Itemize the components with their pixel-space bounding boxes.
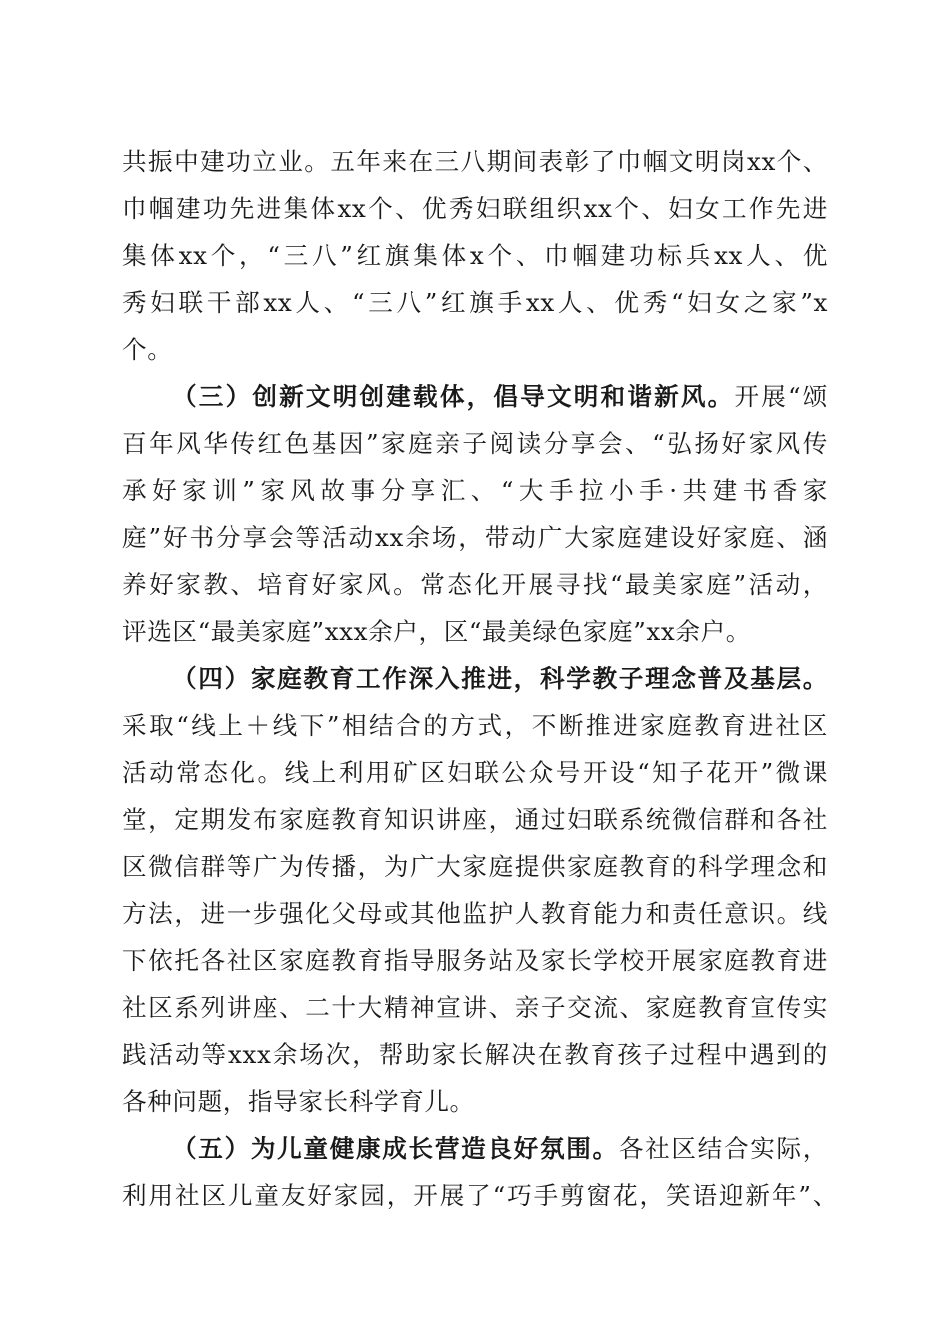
line-text: 活动常态化。线上利用矿区妇联公众号开设“知子花开”微课 [122,758,828,787]
body-text-line [122,610,828,654]
body-text-line [122,939,828,983]
line-text: 共振中建功立业。五年来在三八期间表彰了巾帼文明岗xx个、 [122,147,828,176]
line-text: 个。 [122,335,173,364]
body-text-line [122,234,828,278]
body-text-line [122,187,828,231]
body-text-line [122,516,828,560]
line-text: 巾帼建功先进集体xx个、优秀妇联组织xx个、妇女工作先进 [122,194,828,223]
line-text: 堂，定期发布家庭教育知识讲座，通过妇联系统微信群和各社 [122,805,828,834]
line-text: 各社区结合实际， [618,1134,828,1163]
body-text-line [122,140,828,184]
section-3-first-line [172,375,828,419]
section-5-first-line [172,1127,828,1171]
body-text-line [122,281,828,325]
body-text-line [122,328,828,372]
line-text: 百年风华传红色基因”家庭亲子阅读分享会、“弘扬好家风传 [122,429,828,458]
line-text: 承好家训”家风故事分享汇、“大手拉小手·共建书香家 [122,476,828,505]
body-text-line [122,1080,828,1124]
line-text: 集体xx个，“三八”红旗集体x个、巾帼建功标兵xx人、优 [122,241,828,270]
line-text: 采取“线上＋线下”相结合的方式，不断推进家庭教育进社区 [122,711,828,740]
body-text-line [122,892,828,936]
body-text-line [122,751,828,795]
line-text: 利用社区儿童友好家园，开展了“巧手剪窗花，笑语迎新年”、 [122,1181,838,1210]
body-text-line [122,1033,828,1077]
body-text-line [122,704,828,748]
line-text: 评选区“最美家庭”xxx余户，区“最美绿色家庭”xx余户。 [122,617,751,646]
section-4-first-line [172,657,828,701]
line-text: 秀妇联干部xx人、“三八”红旗手xx人、优秀“妇女之家”x [122,288,828,317]
line-text: 区微信群等广为传播，为广大家庭提供家庭教育的科学理念和 [122,852,828,881]
line-text: 开展“颂 [734,382,828,411]
line-text: 下依托各社区家庭教育指导服务站及家长学校开展家庭教育进 [122,946,828,975]
line-text: 庭”好书分享会等活动xx余场，带动广大家庭建设好家庭、涵 [122,523,828,552]
body-text-line [122,563,828,607]
body-text-line [122,986,828,1030]
line-text: 养好家教、培育好家风。常态化开展寻找“最美家庭”活动， [122,570,828,599]
line-text: 各种问题，指导家长科学育儿。 [122,1087,475,1116]
body-text-line [122,845,828,889]
line-text: 践活动等xxx余场次，帮助家长解决在教育孩子过程中遇到的 [122,1040,828,1069]
section-heading: （五）为儿童健康成长营造良好氛围。 [172,1134,619,1163]
body-text-line [122,1174,838,1218]
section-heading: （三）创新文明创建载体，倡导文明和谐新风。 [172,382,735,411]
line-text: 方法，进一步强化父母或其他监护人教育能力和责任意识。线 [122,899,828,928]
body-text-line [122,798,828,842]
section-heading: （四）家庭教育工作深入推进，科学教子理念普及基层。 [172,664,828,693]
body-text-line [122,469,828,513]
body-text-line [122,422,828,466]
line-text: 社区系列讲座、二十大精神宣讲、亲子交流、家庭教育宣传实 [122,993,828,1022]
